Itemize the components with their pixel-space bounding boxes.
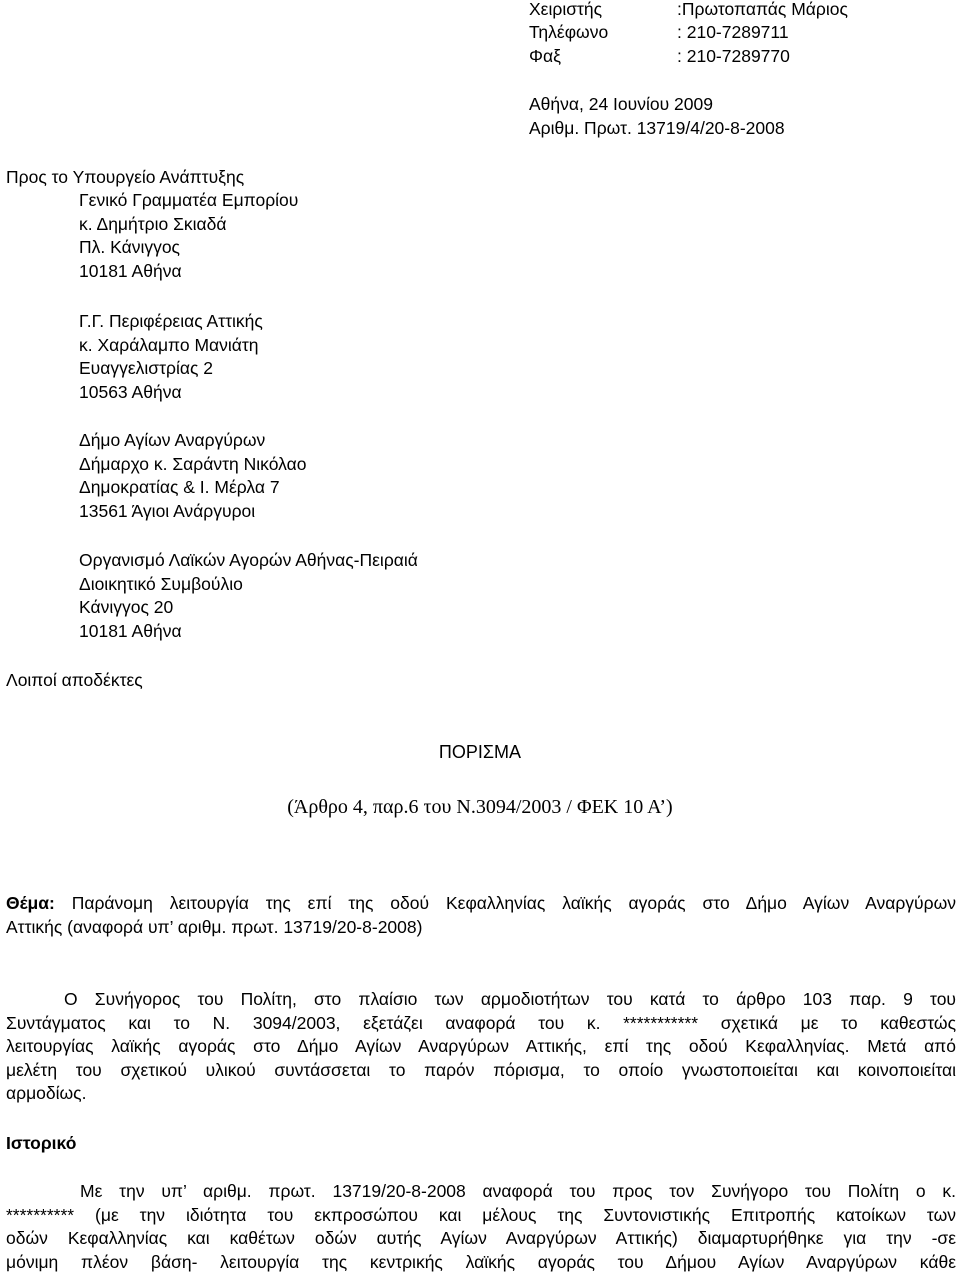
intro-line: Ο Συνήγορος του Πολίτη, στο πλαίσιο των αρμοδιοτήτων του κατά το άρθρο 103 παρ. 9 του xyxy=(64,989,956,1009)
recipient-line: 10181 Αθήνα xyxy=(79,620,182,641)
subject-label: Θέμα: xyxy=(6,893,55,913)
history-paragraph xyxy=(6,1180,956,1274)
recipients-intro: Προς το Υπουργείο Ανάπτυξης xyxy=(6,167,245,187)
recipient-line: Κάνιγγος 20 xyxy=(79,597,174,617)
phone-label: Τηλέφωνο xyxy=(529,22,609,42)
fax-label: Φαξ xyxy=(529,46,561,66)
document-date: Αθήνα, 24 Ιουνίου 2009 xyxy=(529,94,713,114)
recipient-line: 10181 Αθήνα xyxy=(79,260,182,281)
recipient-line: κ. Χαράλαμπο Μανιάτη xyxy=(79,334,259,355)
recipient-line: Γ.Γ. Περιφέρειας Αττικής xyxy=(79,311,263,331)
subject-line-1 xyxy=(6,892,956,916)
recipient-line: Δήμο Αγίων Αναργύρων xyxy=(79,430,266,450)
intro-line: λειτουργίας λαϊκής αγοράς στο Δήμο Αγίων Αναργύρων Αττικής, επί της οδού Κεφαλληνίας. Μετά από xyxy=(6,1036,956,1056)
history-line: μόνιμη πλέον βάση- λειτουργία της κεντρικής λαϊκής αγοράς του Δήμου Αγίων Αναργύρων κάθε xyxy=(6,1251,956,1272)
phone-value: : 210-7289711 xyxy=(677,22,789,42)
subject xyxy=(6,892,956,939)
history-line: οδών Κεφαλληνίας και καθέτων οδών αυτής Αγίων Αναργύρων Αττικής) διαμαρτυρήθηκε για την -σε xyxy=(6,1228,956,1248)
subject-line-2: Αττικής (αναφορά υπ’ αριθμ. πρωτ. 13719/20-8-2008) xyxy=(6,916,423,937)
intro-line: Συντάγματος και το Ν. 3094/2003, εξετάζει αναφορά του κ. *********** σχετικά με το καθεστώς xyxy=(6,1012,956,1033)
document-title: ΠΟΡΙΣΜΑ xyxy=(438,742,522,762)
recipient-line: κ. Δημήτριο Σκιαδά xyxy=(79,213,227,234)
recipient-region-attica xyxy=(79,310,263,404)
recipient-line: Πλ. Κάνιγγος xyxy=(79,237,180,257)
recipient-market-organization xyxy=(79,549,418,643)
recipient-line: 10563 Αθήνα xyxy=(79,381,182,402)
contact-row-fax xyxy=(529,45,790,69)
intro-paragraph xyxy=(6,988,956,1106)
protocol-number: Αριθμ. Πρωτ. 13719/4/20-8-2008 xyxy=(529,118,785,138)
recipient-line: Δήμαρχο κ. Σαράντη Νικόλαο xyxy=(79,453,307,474)
contact-row-phone xyxy=(529,21,789,45)
legal-basis: (Άρθρο 4, παρ.6 του Ν.3094/2003 / ΦΕΚ 10 Α’) xyxy=(287,796,673,818)
handler-value: :Πρωτοπαπάς Μάριος xyxy=(677,0,848,19)
recipient-line: Οργανισμό Λαϊκών Αγορών Αθήνας-Πειραιά xyxy=(79,550,418,570)
intro-line: μελέτη του σχετικού υλικού συντάσσεται το παρόν πόρισμα, το οποίο γνωστοποιείται και κοινοποιείται xyxy=(6,1059,956,1080)
recipient-line: 13561 Άγιοι Ανάργυροι xyxy=(79,500,256,521)
recipient-municipality xyxy=(79,429,306,523)
subject-text: Παράνομη λειτουργία της επί της οδού Κεφαλληνίας λαϊκής αγοράς στο Δήμο Αγίων Αναργύρων xyxy=(71,893,956,913)
contact-row-handler xyxy=(529,0,848,22)
history-line: ********** (με την ιδιότητα του εκπροσώπου και μέλους της Συντονιστικής Επιτροπής κατοίκων των xyxy=(6,1204,956,1225)
recipient-line: Γενικό Γραμματέα Εμπορίου xyxy=(79,190,299,210)
recipient-line: Ευαγγελιστρίας 2 xyxy=(79,358,214,378)
history-line: Με την υπ’ αριθμ. πρωτ. 13719/20-8-2008 αναφορά του προς τον Συνήγορο του Πολίτη ο κ. xyxy=(80,1181,956,1201)
handler-label: Χειριστής xyxy=(529,0,603,19)
recipient-line: Διοικητικό Συμβούλιο xyxy=(79,573,243,594)
recipient-secretary-general xyxy=(79,189,298,283)
fax-value: : 210-7289770 xyxy=(677,46,790,66)
history-heading: Ιστορικό xyxy=(6,1133,77,1153)
other-recipients: Λοιποί αποδέκτες xyxy=(6,670,143,690)
recipient-line: Δημοκρατίας & Ι. Μέρλα 7 xyxy=(79,477,280,497)
intro-line: αρμοδίως. xyxy=(6,1083,87,1103)
